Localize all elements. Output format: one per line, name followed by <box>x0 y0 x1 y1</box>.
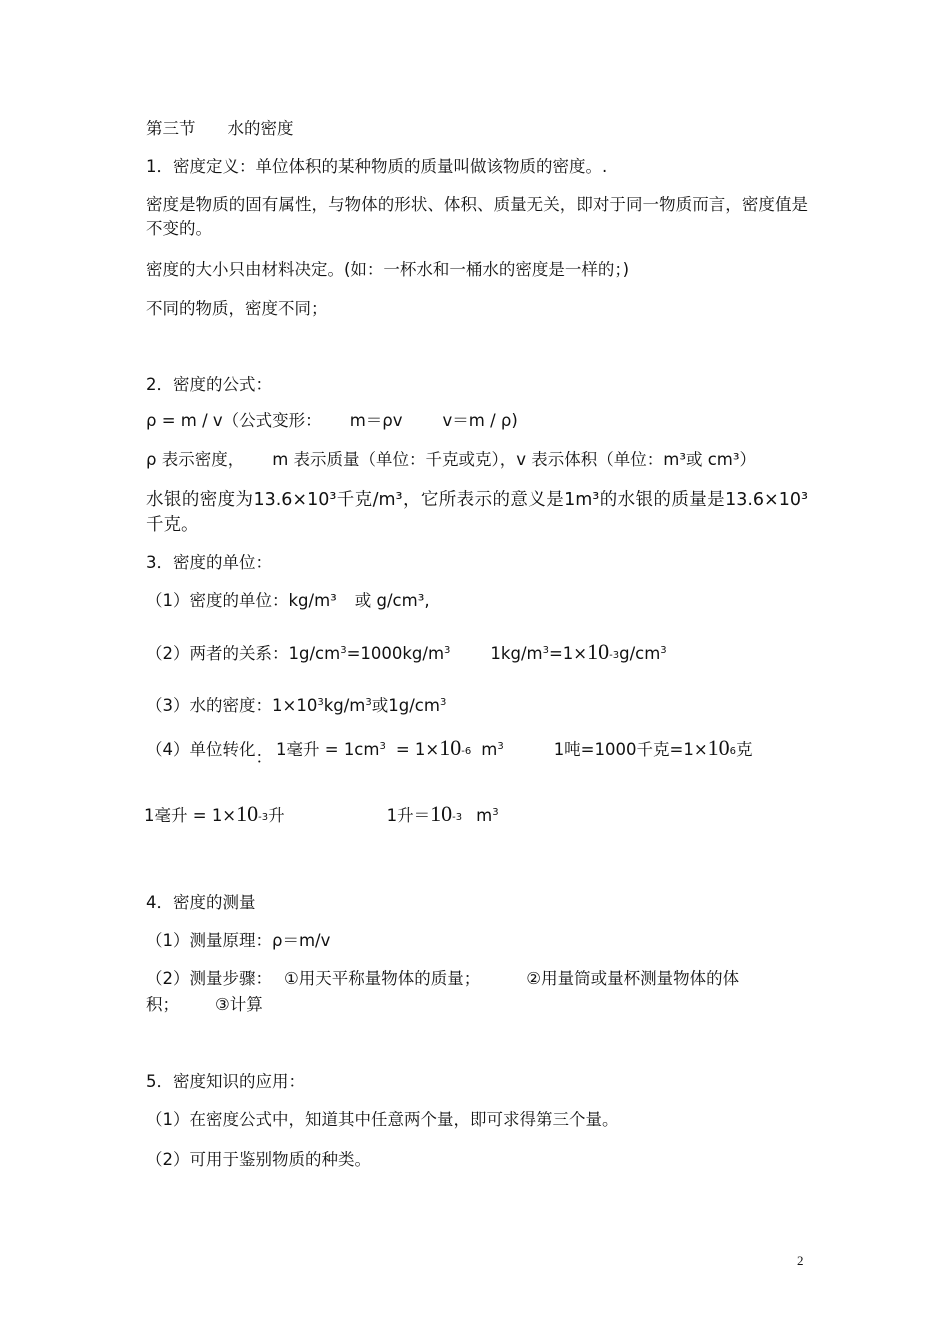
measurement-principle: （1）测量原理：ρ＝m/v <box>146 931 331 950</box>
unit-item-2: （2）两者的关系：$1g/cm^3=1000kg/m^3$ $1kg/m^3=1\times 10-3g/cm^3$ <box>146 639 667 664</box>
formula-line: ρ = m / v（公式变形： m＝ρv v＝m / ρ) <box>146 411 518 430</box>
formula-heading: 2．密度的公式： <box>146 375 272 394</box>
symbols-line: ρ 表示密度， m 表示质量（单位：千克或克），v 表示体积（单位：m³或 cm³） <box>146 450 756 469</box>
measurement-steps-line2: 积； ③计算 <box>146 995 263 1014</box>
definition-heading: 1．密度定义：单位体积的某种物质的质量叫做该物质的密度。. <box>146 157 608 176</box>
measurement-heading: 4．密度的测量 <box>146 893 256 912</box>
different-substance-text: 不同的物质，密度不同； <box>146 299 328 318</box>
unit-item-3: （3）水的密度：$1\times 10^3kg/m^3$或$1g/cm^3$ <box>146 696 447 715</box>
density-property-text: 密度是物质的固有属性，与物体的形状、体积、质量无关，即对于同一物质而言，密度值是不变的。 <box>146 195 808 238</box>
application-item-1: （1）在密度公式中，知道其中任意两个量，即可求得第三个量。 <box>146 1110 619 1129</box>
section-title: 第三节 水的密度 <box>146 119 294 138</box>
mercury-density-text: 水银的密度为13.6×10³千克/m³，它所表示的意义是1m³的水银的质量是13.6×10³千克。 <box>146 490 808 535</box>
unit-item-1: （1）密度的单位：kg/m³ 或 g/cm³, <box>146 591 430 610</box>
measurement-steps-line1: （2）测量步骤： ①用天平称量物体的质量； ②用量筒或量杯测量物体的体 <box>146 969 740 988</box>
density-material-text: 密度的大小只由材料决定。(如：一杯水和一桶水的密度是一样的；) <box>146 260 630 279</box>
unit-conversion-line: 1毫升 = 1×10-3升 1升＝10-3 $m^3$ <box>144 801 499 826</box>
application-heading: 5．密度知识的应用： <box>146 1072 305 1091</box>
page-number: 2 <box>797 1253 804 1268</box>
application-item-2: （2）可用于鉴别物质的种类。 <box>146 1150 371 1169</box>
unit-item-4: （4）单位转化： 1毫升 = $1cm^3 = 1\times 10-6$ $m^3$ 1吨=1000千克=1×106克 <box>146 735 753 767</box>
units-heading: 3．密度的单位： <box>146 553 272 572</box>
